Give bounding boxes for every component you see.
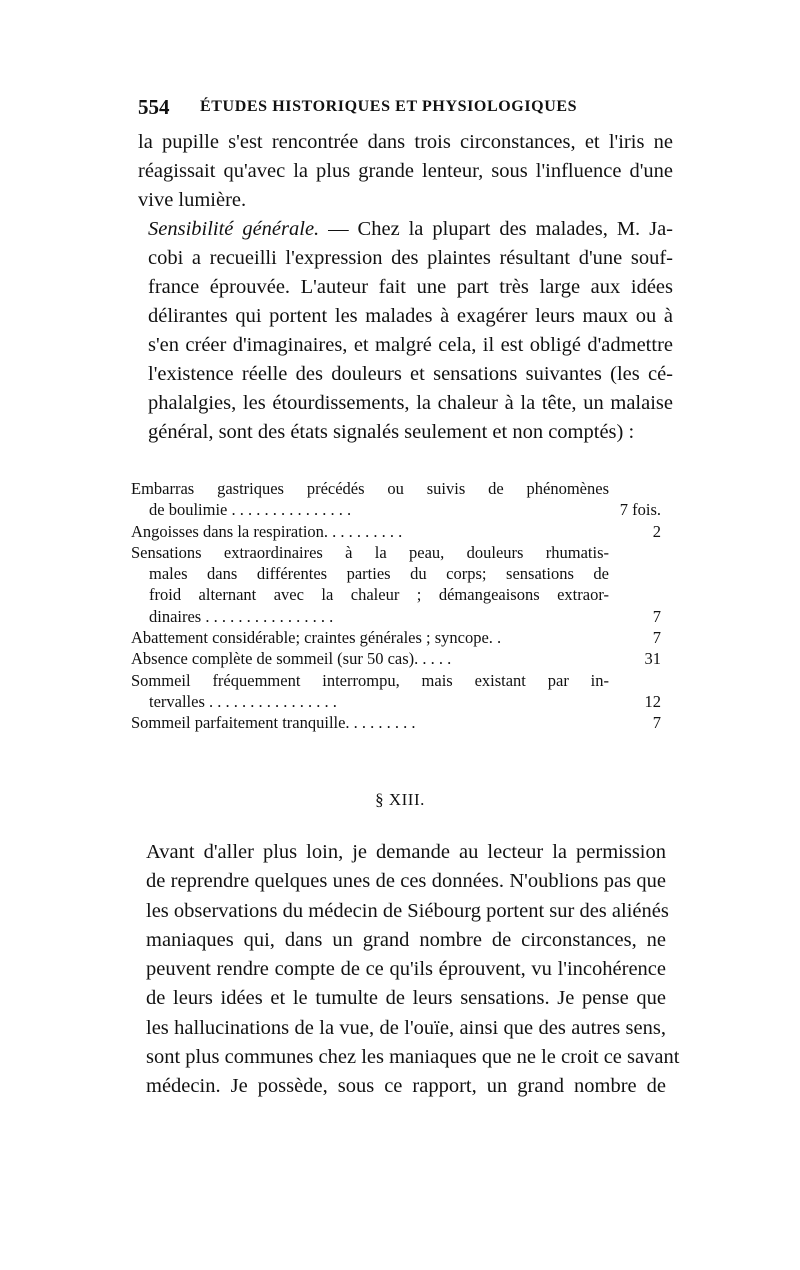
text-line: s'en créer d'imaginaires, et malgré cela, il est obligé d'admettre: [148, 334, 673, 356]
paragraph-avant: [136, 838, 680, 1102]
row-text: Embarras gastriques précédés ou suivis de phénomènes: [131, 479, 609, 498]
row-count: 12: [644, 691, 661, 711]
row-count: 31: [644, 649, 661, 669]
page-header: [138, 95, 666, 125]
page-number: 554: [138, 95, 170, 119]
row-count: 7 fois.: [619, 500, 661, 520]
text-line: général, sont des états signalés seulement et non comptés) :: [148, 421, 635, 443]
table-row: [131, 670, 671, 713]
row-text: Absence complète de sommeil (sur 50 cas). . . . .: [131, 649, 452, 669]
row-count: 2: [652, 521, 661, 541]
row-count: 7: [652, 628, 661, 648]
text-line: de leurs idées et le tumulte de leurs sensations. Je pense que: [146, 987, 666, 1010]
row-text: dinaires . . . . . . . . . . . . . . . .: [149, 606, 334, 626]
text-line: réagissait qu'avec la plus grande lenteur, sous l'influence d'une: [138, 160, 673, 182]
text-line: phalalgies, les étourdissements, la chaleur à la tête, un malaise: [148, 392, 673, 414]
row-text: Abattement considérable; craintes générales ; syncope. .: [131, 628, 502, 648]
row-text: froid alternant avec la chaleur ; démangeaisons extraor-: [149, 585, 609, 605]
text-fragment: — Chez la plupart des malades, M. Ja-: [319, 218, 674, 240]
table-row: [131, 478, 671, 521]
row-text: Sommeil parfaitement tranquille. . . . . . . . .: [131, 713, 416, 733]
text-line: sont plus communes chez les maniaques que ne le croit ce savant: [146, 1046, 680, 1069]
text-line: france éprouvée. L'auteur fait une part très large aux idées: [148, 276, 673, 298]
text-line: médecin. Je possède, sous ce rapport, un grand nombre de: [146, 1075, 666, 1098]
table-row: [131, 712, 671, 733]
text-line: vive lumière.: [138, 189, 247, 211]
table-row: [131, 627, 671, 648]
paragraph-sensibilite: [138, 215, 673, 447]
symptom-table: [131, 478, 671, 734]
text-line: peuvent rendre compte de ce qu'ils éprouvent, vu l'incohérence: [146, 958, 666, 981]
row-count: 7: [652, 713, 661, 733]
row-text: Sommeil fréquemment interrompu, mais existant par in-: [131, 670, 609, 690]
table-row: [131, 648, 671, 669]
table-row: [131, 542, 671, 627]
row-text: Sensations extraordinaires à la peau, douleurs rhumatis-: [131, 542, 609, 562]
text-line: Avant d'aller plus loin, je demande au lecteur la permission: [146, 841, 666, 863]
subsection-heading: Sensibilité générale.: [148, 218, 320, 240]
row-text: Angoisses dans la respiration. . . . . . . . . .: [131, 521, 403, 541]
row-text: de boulimie . . . . . . . . . . . . . . .: [149, 500, 352, 520]
text-line: la pupille s'est rencontrée dans trois circonstances, et l'iris ne: [138, 131, 673, 153]
text-line: maniaques qui, dans un grand nombre de circonstances, ne: [146, 928, 666, 951]
text-line: l'existence réelle des douleurs et sensations suivantes (les cé-: [148, 363, 673, 385]
text-line: délirantes qui portent les malades à exagérer leurs maux ou à: [148, 305, 673, 327]
row-count: 7: [652, 606, 661, 626]
text-line: [138, 215, 673, 244]
paragraph-pupil: [138, 128, 673, 215]
table-row: [131, 521, 671, 542]
text-line: de reprendre quelques unes de ces données. N'oublions pas que: [146, 870, 666, 893]
text-line: les observations du médecin de Siébourg portent sur des aliénés: [146, 899, 669, 922]
row-text: tervalles . . . . . . . . . . . . . . . .: [149, 691, 337, 711]
text-line: cobi a recueilli l'expression des plaintes résultant d'une souf-: [148, 247, 673, 269]
running-title: ÉTUDES HISTORIQUES ET PHYSIOLOGIQUES: [200, 98, 578, 115]
section-title: § XIII.: [375, 790, 425, 809]
row-text: males dans différentes parties du corps; sensations de: [149, 564, 609, 584]
text-line: les hallucinations de la vue, de l'ouïe, ainsi que des autres sens,: [146, 1016, 666, 1039]
